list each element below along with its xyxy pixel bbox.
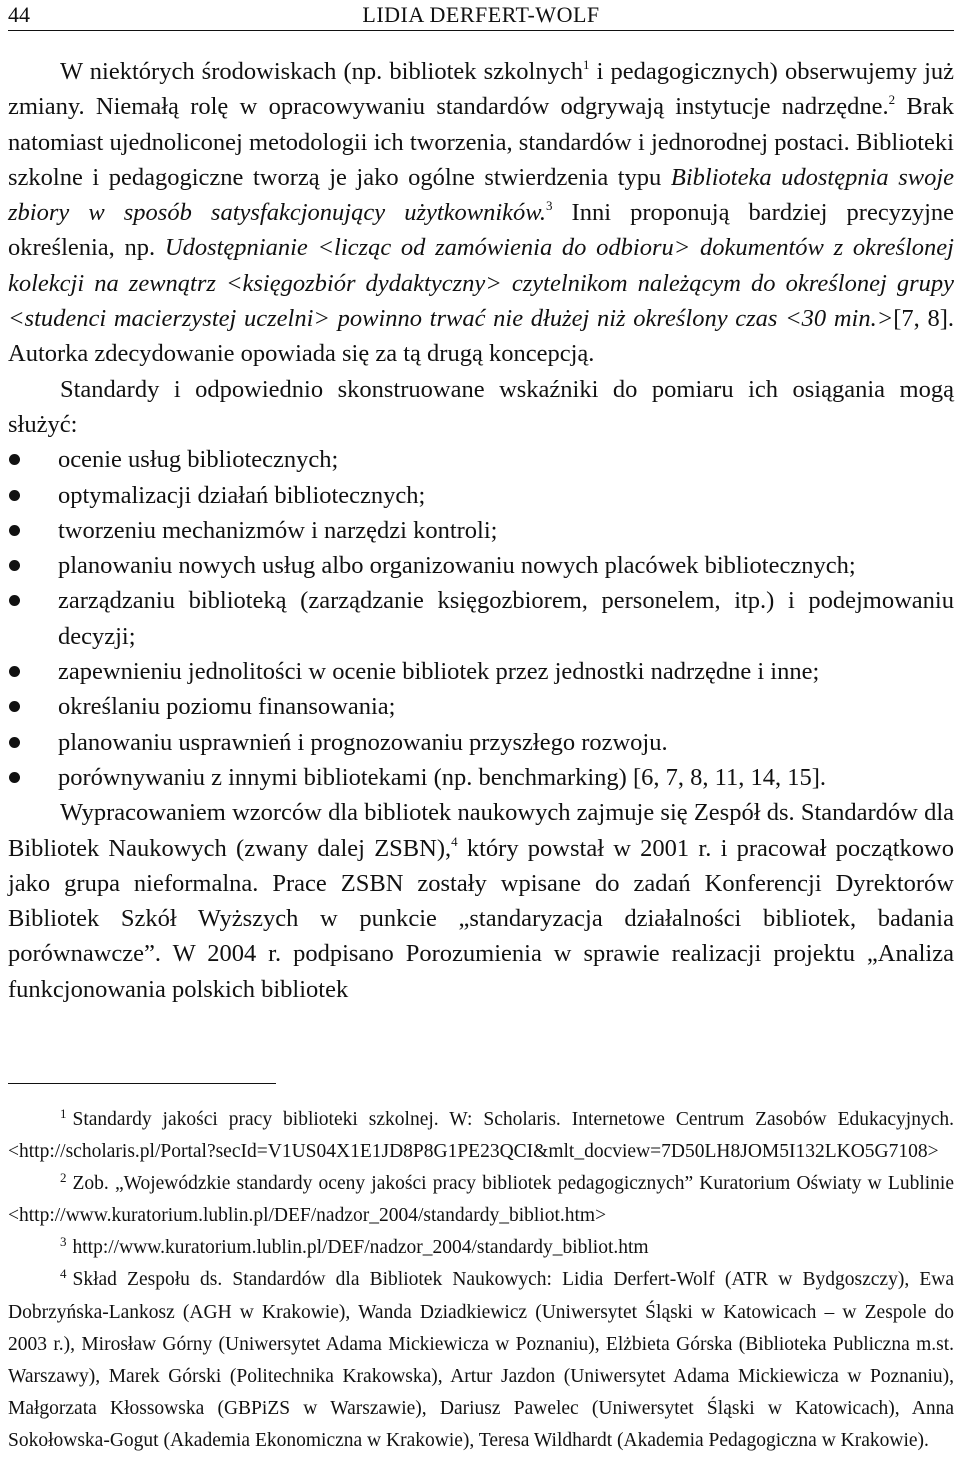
footnote-separator xyxy=(8,1083,276,1084)
footnote-ref-1[interactable]: 1 xyxy=(582,57,590,72)
list-item: porównywaniu z innymi bibliotekami (np. benchmarking) [6, 7, 8, 11, 14, 15]. xyxy=(8,760,954,795)
bullet-icon xyxy=(9,525,20,536)
list-item: planowaniu nowych usług albo organizowaniu nowych placówek bibliotecznych; xyxy=(8,548,954,583)
bullet-icon xyxy=(9,560,20,571)
bullet-icon xyxy=(9,666,20,677)
text-run: W niektórych środowiskach (np. bibliotek szkolnych xyxy=(60,58,583,85)
text-run: Wypracowaniem wzorców dla bibliotek naukowych zajmuje się Zespół ds. Standardów dla Bibliotek Naukowych (zwany dalej ZSBN), xyxy=(8,799,954,862)
footnotes xyxy=(8,1104,954,1457)
list-item: ocenie usług bibliotecznych; xyxy=(8,442,954,477)
paragraph-1 xyxy=(8,54,954,372)
bullet-icon xyxy=(9,454,20,465)
header-rule xyxy=(8,30,954,31)
bullet-icon xyxy=(9,772,20,783)
running-head: LIDIA DERFERT-WOLF xyxy=(362,2,600,27)
text-run: i pedagogicznych) obserwujemy już zmiany. Niemałą rolę w opracowywaniu standardów odgrywają instytucje nadrzędne. xyxy=(8,58,954,121)
list-item: zapewnieniu jednolitości w ocenie bibliotek przez jednostki nadrzędne i inne; xyxy=(8,654,954,689)
footnote-number: 3 xyxy=(60,1234,67,1250)
list-item: określaniu poziomu finansowania; xyxy=(8,689,954,724)
bullet-icon xyxy=(9,737,20,748)
italic-quote-1: Biblioteka udostępnia swoje zbiory w sposób satysfakcjonujący użytkowników. xyxy=(8,163,955,227)
footnote-ref-2[interactable]: 2 xyxy=(888,92,896,108)
paragraph-3 xyxy=(8,795,954,1007)
footnote-3: $^3$ http://www.kuratorium.lublin.pl/DEF/nadzor_2004/standardy_bibliot.htm xyxy=(60,1234,649,1259)
text-run: Inni proponują bardziej precyzyjne określenia, np. xyxy=(8,199,954,262)
page-header xyxy=(8,2,954,28)
footnote-number: 4 xyxy=(60,1266,67,1282)
footnote-ref-4[interactable]: 4 xyxy=(451,833,458,849)
footnote-number: 1 xyxy=(60,1106,67,1121)
footnote-4: $^4$ Skład Zespołu ds. Standardów dla Bibliotek Naukowych: Lidia Derfert-Wolf (ATR w Bydgoszczy), Ewa Dobrzyńska-Lankosz (AGH w Krakowie), Wanda Dziadkiewicz (Uniwersytet Śląski w Katowicach – w Zespole do 2003 r.), Mirosław Górny (Uniwersytet Adama Mickiewicza w Poznaniu), Elżbieta Górska (Biblioteka Publiczna m.st. Warszawy), Marek Górski (Politechnika Krakowska), Artur Jazdon (Uniwersytet Adama Mickiewicza w Poznaniu), Małgorzata Kłossowska (GBPiZS w Warszawie), Dariusz Pawelec (Uniwersytet Śląski w Katowicach), Anna Sokołowska-Gogut (Akademia Ekonomiczna w Krakowie), Teresa Wildhardt (Akademia Pedagogiczna w Krakowie). xyxy=(8,1266,954,1451)
bullet-icon xyxy=(9,701,20,712)
list-item: optymalizacji działań bibliotecznych; xyxy=(8,478,954,513)
body-text xyxy=(8,54,954,1007)
text-run: Brak natomiast ujednoliconej metodologii ich tworzenia, standardów i jednorodnej postaci. Biblioteki szkolne i pedagogiczne tworzą je jako ogólne stwierdzenia typu xyxy=(8,93,955,191)
bullet-list xyxy=(8,442,954,795)
paragraph-2: Standardy i odpowiednio skonstruowane wskaźniki do pomiaru ich osiągania mogą służyć: xyxy=(8,375,954,438)
page xyxy=(8,0,955,1451)
footnote-2: $^2$ Zob. „Wojewódzkie standardy oceny jakości pracy bibliotek pedagogicznych” Kuratorium Oświaty w Lublinie <http://www.kuratorium.lublin.pl/DEF/nadzor_2004/standardy_bibliot.htm> xyxy=(8,1170,954,1227)
text-run: który powstał w 2001 r. i pracował początkowo jako grupa nieformalna. Prace ZSBN zostały wpisane do zadań Konferencji Dyrektorów Bibliotek Szkół Wyższych w punkcie „standaryzacja działalności bibliotek, badania porównawcze”. W 2004 r. podpisano Porozumienia w sprawie realizacji projektu „Analiza funkcjonowania polskich bibliotek xyxy=(8,834,954,1003)
text-run: [7, 8]. Autorka zdecydowanie opowiada się za tą drugą koncepcją. xyxy=(8,305,954,368)
list-item: tworzeniu mechanizmów i narzędzi kontroli; xyxy=(8,513,954,548)
bullet-icon xyxy=(9,490,20,501)
italic-quote-2: Udostępnianie <licząc od zamówienia do odbioru> dokumentów z określonej kolekcji na zewnątrz <księgozbiór dydaktyczny> czytelnikom należącym do określonej grupy <studenci macierzystej uczelni> powinno trwać nie dłużej niż określony czas <30 min.> xyxy=(8,234,954,333)
footnote-number: 2 xyxy=(60,1170,67,1186)
list-item: zarządzaniu biblioteką (zarządzanie księgozbiorem, personelem, itp.) i podejmowaniu decyzji; xyxy=(8,583,954,654)
bullet-icon xyxy=(9,595,20,606)
list-item: planowaniu usprawnień i prognozowaniu przyszłego rozwoju. xyxy=(8,725,954,760)
page-number: 44 xyxy=(8,2,30,27)
footnote-ref-3[interactable]: 3 xyxy=(545,198,553,214)
footnote-1: $^1$ Standardy jakości pracy biblioteki szkolnej. W: Scholaris. Internetowe Centrum Zasobów Edukacyjnych. <http://scholaris.pl/Portal?secId=V1US04X1E1JD8P8G1PE23QCI&mlt_docview=7D50LH8JOM5I132LKO5G7108> xyxy=(8,1106,954,1163)
